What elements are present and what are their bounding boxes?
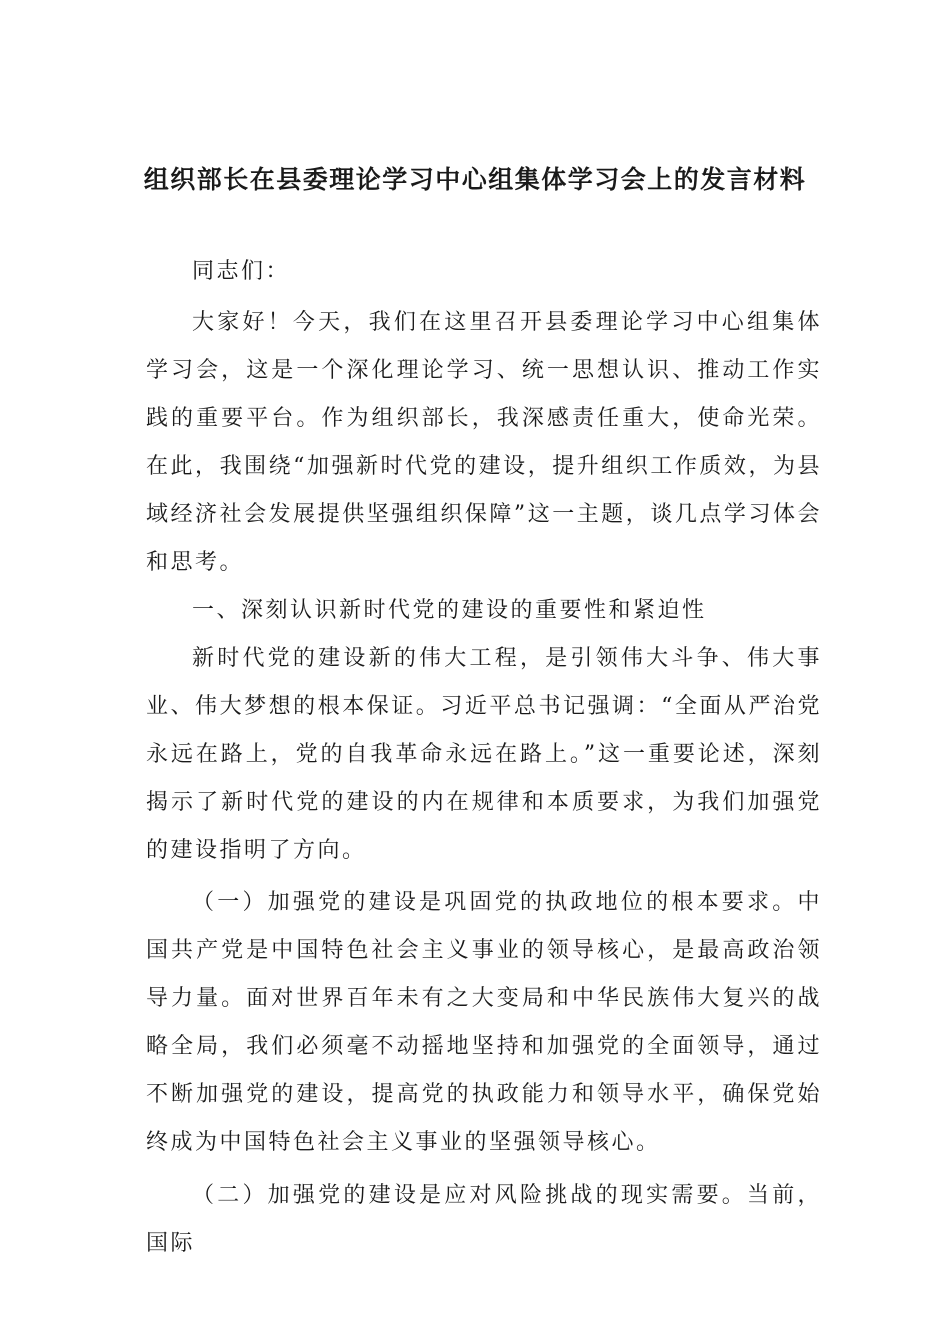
document-body [146, 248, 822, 1268]
greeting-paragraph: 同志们： [192, 259, 291, 284]
section-heading-1: 一、深刻认识新时代党的建设的重要性和紧迫性 [192, 598, 707, 623]
body-paragraph: （一）加强党的建设是巩固党的执政地位的根本要求。中国共产党是中国特色社会主义事业的领导核心，是最高政治领导力量。面对世界百年未有之大变局和中华民族伟大复兴的战略全局，我们必须毫不动摇地坚持和加强党的全面领导，通过不断加强党的建设，提高党的执政能力和领导水平，确保党始终成为中国特色社会主义事业的坚强领导核心。 [146, 890, 822, 1155]
body-paragraph: 新时代党的建设新的伟大工程，是引领伟大斗争、伟大事业、伟大梦想的根本保证。习近平总书记强调：“全面从严治党永远在路上，党的自我革命永远在路上。”这一重要论述，深刻揭示了新时代党的建设的内在规律和本质要求，为我们加强党的建设指明了方向。 [146, 646, 822, 863]
document-title: 组织部长在县委理论学习中心组集体学习会上的发言材料 [143, 165, 807, 194]
body-paragraph: （二）加强党的建设是应对风险挑战的现实需要。当前，国际 [146, 1183, 822, 1256]
intro-paragraph: 大家好！今天，我们在这里召开县委理论学习中心组集体学习会，这是一个深化理论学习、统一思想认识、推动工作实践的重要平台。作为组织部长，我深感责任重大，使命光荣。在此，我围绕“加强新时代党的建设，提升组织工作质效，为县域经济社会发展提供坚强组织保障”这一主题，谈几点学习体会和思考。 [146, 310, 822, 575]
